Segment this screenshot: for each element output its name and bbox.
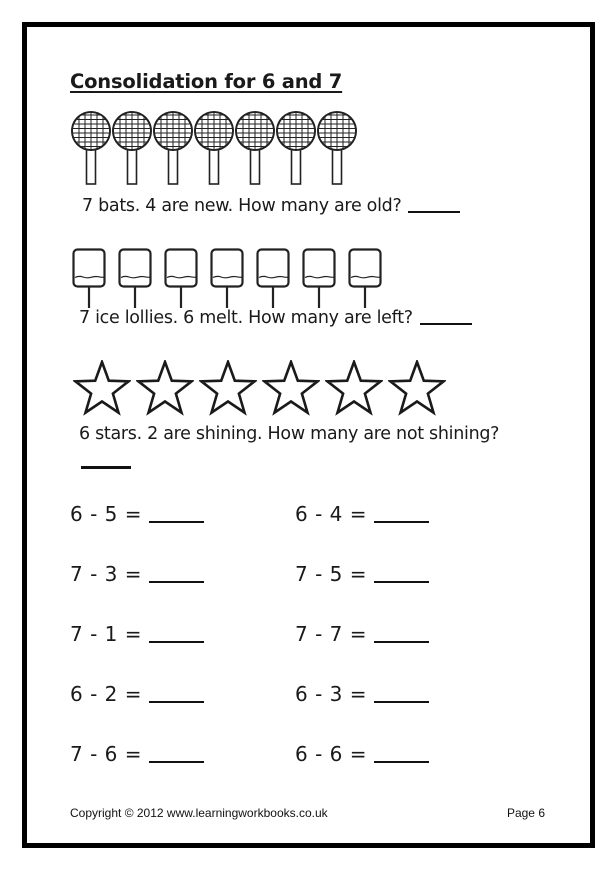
table-tennis-bat-icon [71,111,111,187]
equation-label: 7 - 6 = [70,742,142,766]
bats-row [71,111,357,187]
equation-label: 6 - 6 = [295,742,367,766]
ice-lollies-row [72,248,382,310]
star-icon [199,360,257,416]
answer-blank [374,761,429,763]
lollies-question: 7 ice lollies. 6 melt. How many are left? [79,308,472,328]
answer-blank [149,701,204,703]
answer-blank [149,641,204,643]
equation-label: 7 - 3 = [70,562,142,586]
equation-right [295,682,520,707]
answer-blank [149,521,204,523]
ice-lolly-icon [302,248,336,310]
equation-left [70,502,295,527]
ice-lolly-icon [256,248,290,310]
answer-blank [374,581,429,583]
ice-lolly-icon [210,248,244,310]
answer-blank [420,323,472,325]
stars-row [73,360,446,416]
answer-blank [374,701,429,703]
answer-blank [408,211,460,213]
answer-blank [81,466,131,469]
equation-row [70,622,540,647]
answer-blank [149,581,204,583]
equation-right [295,562,520,587]
copyright-text: Copyright © 2012 www.learningworkbooks.co.uk [70,806,328,820]
table-tennis-bat-icon [112,111,152,187]
page-title: Consolidation for 6 and 7 [70,70,343,93]
table-tennis-bat-icon [317,111,357,187]
star-icon [73,360,131,416]
table-tennis-bat-icon [153,111,193,187]
equation-row [70,502,540,527]
equation-left [70,562,295,587]
bats-question: 7 bats. 4 are new. How many are old? [82,196,460,216]
equation-left [70,622,295,647]
ice-lolly-icon [164,248,198,310]
star-icon [136,360,194,416]
table-tennis-bat-icon [235,111,275,187]
equation-label: 6 - 4 = [295,502,367,526]
ice-lolly-icon [348,248,382,310]
page-number: Page 6 [506,806,545,820]
equation-label: 7 - 7 = [295,622,367,646]
ice-lolly-icon [72,248,106,310]
star-icon [325,360,383,416]
star-icon [262,360,320,416]
answer-blank [149,761,204,763]
ice-lolly-icon [118,248,152,310]
star-icon [388,360,446,416]
equation-left [70,742,295,767]
equation-label: 6 - 3 = [295,682,367,706]
subtraction-problems [70,502,540,802]
equation-row [70,562,540,587]
equation-right [295,622,520,647]
table-tennis-bat-icon [276,111,316,187]
equation-row [70,742,540,767]
page-footer [70,806,545,820]
equation-left [70,682,295,707]
equation-label: 7 - 5 = [295,562,367,586]
equation-label: 6 - 2 = [70,682,142,706]
answer-blank [374,521,429,523]
equation-label: 7 - 1 = [70,622,142,646]
equation-row [70,682,540,707]
answer-blank [374,641,429,643]
stars-question: 6 stars. 2 are shining. How many are not shining? [79,424,500,444]
table-tennis-bat-icon [194,111,234,187]
equation-right [295,742,520,767]
equation-right [295,502,520,527]
equation-label: 6 - 5 = [70,502,142,526]
